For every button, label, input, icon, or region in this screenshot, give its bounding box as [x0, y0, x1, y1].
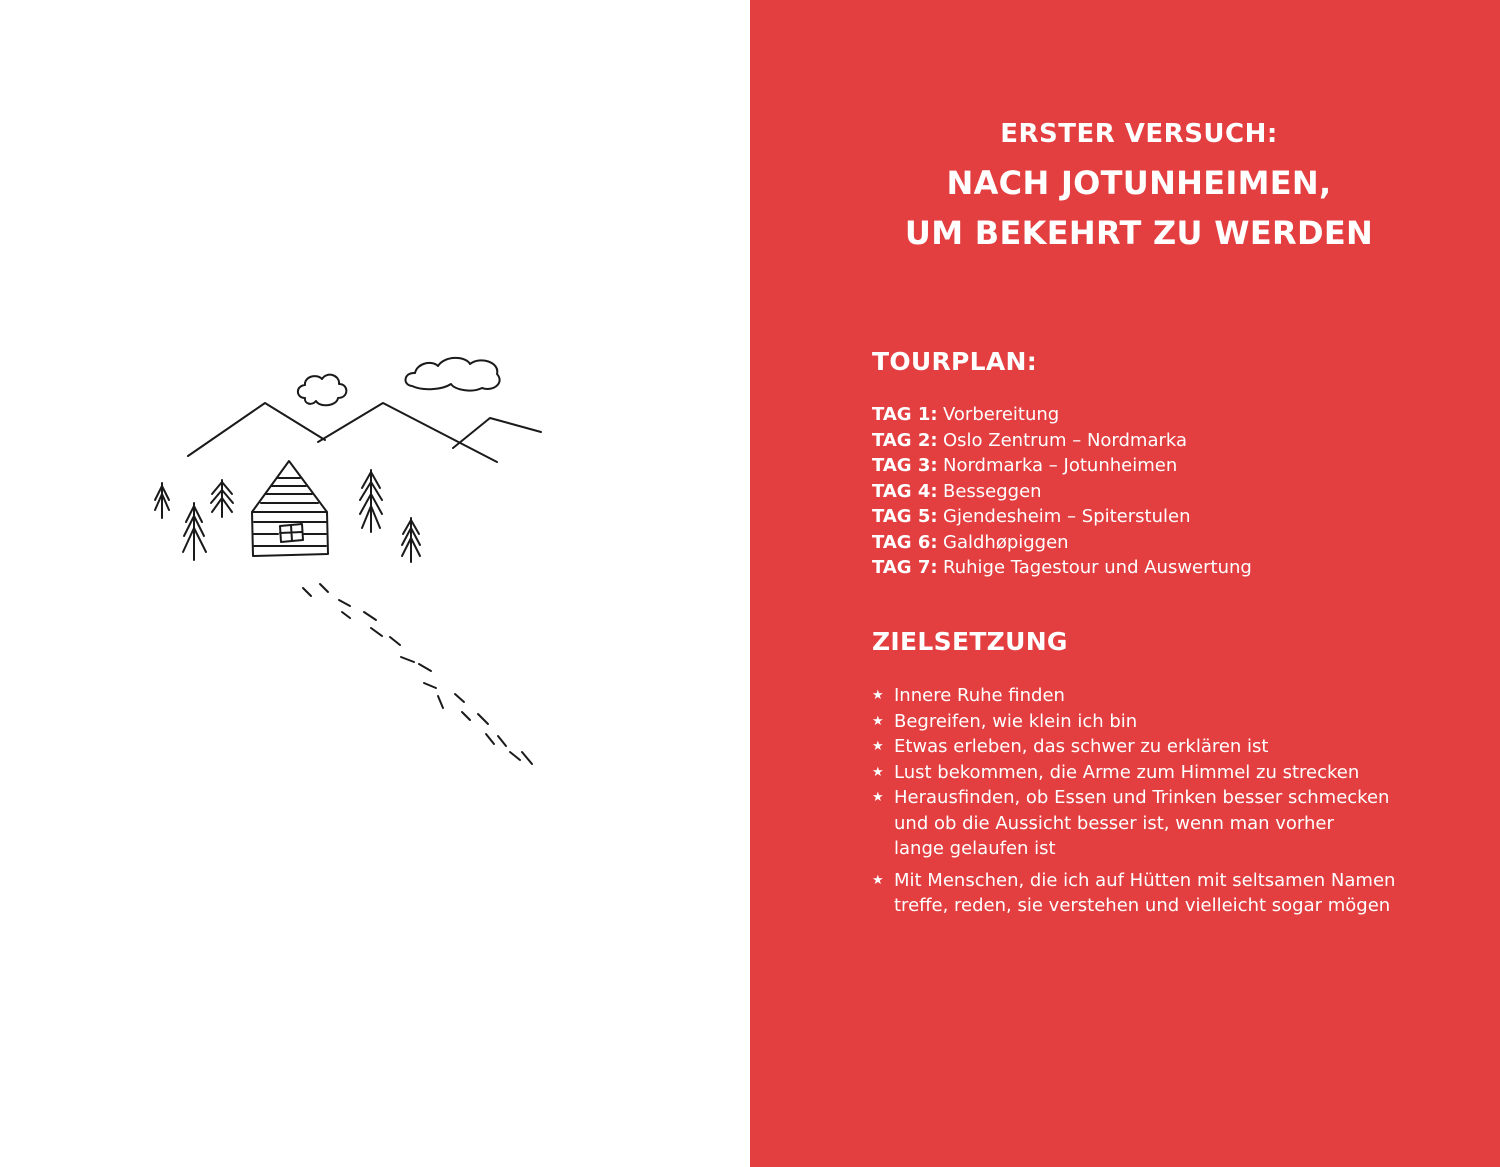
cabin-mountain-illustration [140, 340, 560, 780]
cabin-icon [252, 461, 328, 556]
tourplan-route: Nordmarka – Jotunheimen [943, 455, 1178, 476]
goal-text: Lust bekommen, die Arme zum Himmel zu strecken [894, 761, 1360, 783]
goal-item [872, 709, 1482, 735]
tourplan-list [872, 402, 1252, 581]
goal-item [872, 760, 1482, 786]
tourplan-day: TAG 1: [872, 404, 938, 425]
mountain-range [188, 403, 541, 462]
tourplan-row [872, 504, 1252, 530]
tourplan-heading: TOURPLAN: [872, 347, 1038, 376]
goal-item [872, 785, 1482, 862]
goal-item [872, 734, 1482, 760]
tourplan-day: TAG 4: [872, 480, 938, 502]
chapter-kicker: ERSTER VERSUCH: [1000, 119, 1278, 149]
tourplan-route: Galdhøpiggen [943, 531, 1069, 553]
tourplan-route: Gjendesheim – Spiterstulen [943, 506, 1191, 527]
goal-text: Etwas erleben, das schwer zu erklären ist [894, 736, 1269, 757]
tourplan-route: Vorbereitung [943, 404, 1060, 425]
goal-text: Begreifen, wie klein ich bin [894, 710, 1138, 732]
tourplan-route: Ruhige Tagestour und Auswertung [943, 557, 1252, 578]
tourplan-row [872, 479, 1252, 505]
goal-text: Mit Menschen, die ich auf Hütten mit seltsamen Namen treffe, reden, sie verstehen und vielleicht sogar mögen [894, 869, 1396, 916]
star-icon: ★ [872, 713, 884, 729]
footpath-trail [303, 584, 532, 764]
pine-tree-icon [402, 518, 420, 562]
goals-heading: ZIELSETZUNG [872, 627, 1068, 656]
cloud-icon [298, 375, 347, 406]
chapter-title-line: NACH JOTUNHEIMEN, [946, 164, 1332, 202]
star-icon: ★ [872, 688, 884, 703]
tourplan-row [872, 428, 1252, 454]
star-icon: ★ [872, 764, 884, 780]
tourplan-day: TAG 3: [872, 455, 938, 476]
tourplan-row [872, 402, 1252, 428]
tourplan-day: TAG 7: [872, 557, 938, 578]
goal-item [872, 683, 1482, 709]
goal-text: Innere Ruhe finden [894, 685, 1065, 706]
pine-tree-icon [211, 480, 233, 517]
goal-text: Herausfinden, ob Essen und Trinken besser schmecken und ob die Aussicht besser ist, wenn man vorher lange gelaufen ist [894, 787, 1390, 859]
star-icon: ★ [872, 872, 884, 888]
goal-item [872, 868, 1482, 919]
tourplan-row [872, 530, 1252, 556]
star-icon: ★ [872, 739, 884, 754]
tourplan-day: TAG 2: [872, 429, 938, 451]
pine-tree-icon [360, 470, 382, 532]
tourplan-day: TAG 6: [872, 531, 938, 553]
cloud-icon [406, 358, 500, 391]
tourplan-route: Oslo Zentrum – Nordmarka [943, 429, 1188, 451]
tourplan-route: Besseggen [943, 480, 1042, 502]
tourplan-row [872, 453, 1252, 479]
tourplan-day: TAG 5: [872, 506, 938, 527]
pine-tree-icon [183, 503, 206, 560]
pine-tree-icon [155, 483, 169, 518]
goals-list [872, 683, 1482, 919]
chapter-title [750, 158, 1500, 258]
star-icon: ★ [872, 790, 884, 805]
tourplan-row [872, 555, 1252, 581]
chapter-title-line: UM BEKEHRT ZU WERDEN [904, 214, 1374, 252]
right-page [750, 0, 1500, 1167]
